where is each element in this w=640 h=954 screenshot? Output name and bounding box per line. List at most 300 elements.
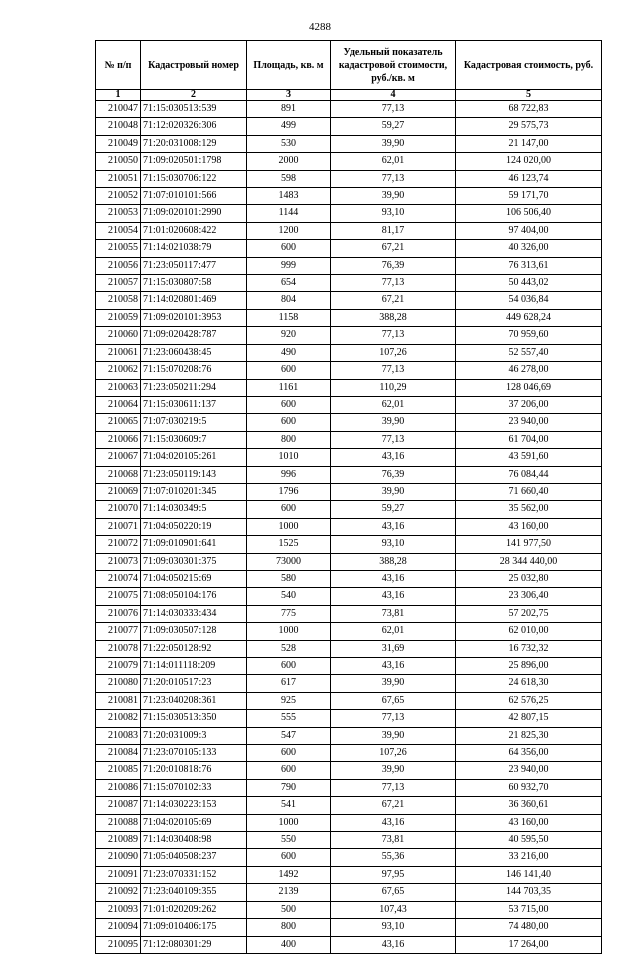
cell-index: 210058 [96,292,141,309]
cell-area: 996 [247,466,331,483]
cell-index: 210055 [96,240,141,257]
cell-unit-value: 43,16 [331,449,456,466]
cell-cadastral-number: 71:14:020801:469 [141,292,247,309]
cell-area: 1000 [247,814,331,831]
cell-unit-value: 388,28 [331,553,456,570]
cell-unit-value: 81,17 [331,222,456,239]
header-index: № п/п [96,41,141,90]
table-row [96,188,602,205]
cell-cadastral-value: 36 360,61 [456,797,602,814]
cell-area: 775 [247,605,331,622]
cell-cadastral-number: 71:23:070105:133 [141,745,247,762]
page-number: 4288 [309,21,331,33]
cell-unit-value: 67,65 [331,692,456,709]
cell-unit-value: 73,81 [331,832,456,849]
cell-cadastral-value: 97 404,00 [456,222,602,239]
cell-cadastral-value: 128 046,69 [456,379,602,396]
cell-area: 1483 [247,188,331,205]
table-row [96,257,602,274]
cell-cadastral-number: 71:05:040508:237 [141,849,247,866]
header-cadastral-number: Кадастровый номер [141,41,247,90]
cell-index: 210090 [96,849,141,866]
cell-index: 210078 [96,640,141,657]
table-row [96,431,602,448]
cell-unit-value: 67,21 [331,797,456,814]
table-row [96,727,602,744]
cell-area: 600 [247,362,331,379]
cell-cadastral-number: 71:04:020105:261 [141,449,247,466]
cell-cadastral-number: 71:14:030223:153 [141,797,247,814]
table-row [96,623,602,640]
cell-cadastral-value: 53 715,00 [456,901,602,918]
cell-area: 600 [247,240,331,257]
table-row [96,275,602,292]
cell-index: 210066 [96,431,141,448]
table-row [96,135,602,152]
cell-area: 1000 [247,518,331,535]
table-row [96,101,602,118]
cell-area: 580 [247,570,331,587]
cell-area: 1158 [247,309,331,326]
cell-cadastral-value: 146 141,40 [456,866,602,883]
cell-cadastral-value: 21 825,30 [456,727,602,744]
table-row [96,762,602,779]
cell-cadastral-value: 43 160,00 [456,814,602,831]
cell-cadastral-value: 62 576,25 [456,692,602,709]
cell-unit-value: 107,43 [331,901,456,918]
cell-index: 210082 [96,710,141,727]
cell-index: 210052 [96,188,141,205]
cell-area: 1144 [247,205,331,222]
cell-cadastral-value: 64 356,00 [456,745,602,762]
table-row [96,466,602,483]
cell-index: 210079 [96,658,141,675]
cell-cadastral-number: 71:15:030611:137 [141,396,247,413]
table-row [96,779,602,796]
cell-area: 540 [247,588,331,605]
cell-unit-value: 43,16 [331,588,456,605]
cell-cadastral-number: 71:09:020101:2990 [141,205,247,222]
cell-cadastral-number: 71:20:031008:129 [141,135,247,152]
cell-index: 210060 [96,327,141,344]
cell-unit-value: 67,65 [331,884,456,901]
cell-cadastral-value: 17 264,00 [456,936,602,953]
cell-cadastral-number: 71:08:050104:176 [141,588,247,605]
cell-unit-value: 107,26 [331,745,456,762]
table-row [96,675,602,692]
cell-cadastral-value: 37 206,00 [456,396,602,413]
cell-index: 210054 [96,222,141,239]
cell-area: 1796 [247,483,331,500]
cell-area: 891 [247,101,331,118]
cell-cadastral-value: 144 703,35 [456,884,602,901]
cell-cadastral-number: 71:14:030333:434 [141,605,247,622]
cell-index: 210065 [96,414,141,431]
cell-index: 210064 [96,396,141,413]
cell-index: 210068 [96,466,141,483]
cell-cadastral-number: 71:09:020501:1798 [141,153,247,170]
cell-cadastral-number: 71:01:020608:422 [141,222,247,239]
table-row [96,344,602,361]
cell-area: 528 [247,640,331,657]
cell-area: 790 [247,779,331,796]
cell-index: 210084 [96,745,141,762]
cell-index: 210093 [96,901,141,918]
cell-area: 550 [247,832,331,849]
cell-unit-value: 110,29 [331,379,456,396]
table-body [96,101,602,954]
cell-area: 804 [247,292,331,309]
cell-cadastral-value: 40 326,00 [456,240,602,257]
cell-cadastral-number: 71:09:020101:3953 [141,309,247,326]
cell-area: 600 [247,762,331,779]
cell-unit-value: 43,16 [331,570,456,587]
cell-unit-value: 77,13 [331,431,456,448]
cell-area: 617 [247,675,331,692]
cell-area: 500 [247,901,331,918]
cell-index: 210080 [96,675,141,692]
header-number: 5 [456,90,602,101]
cell-cadastral-number: 71:23:060438:45 [141,344,247,361]
header-area: Площадь, кв. м [247,41,331,90]
cell-index: 210071 [96,518,141,535]
cell-area: 530 [247,135,331,152]
cell-cadastral-number: 71:23:050117:477 [141,257,247,274]
table-row [96,205,602,222]
cell-unit-value: 62,01 [331,396,456,413]
cell-unit-value: 39,90 [331,188,456,205]
cell-unit-value: 43,16 [331,658,456,675]
cell-unit-value: 77,13 [331,710,456,727]
cell-area: 800 [247,431,331,448]
cell-cadastral-number: 71:12:080301:29 [141,936,247,953]
cell-unit-value: 77,13 [331,101,456,118]
cell-unit-value: 39,90 [331,135,456,152]
cell-cadastral-value: 43 160,00 [456,518,602,535]
table-row [96,553,602,570]
cell-index: 210074 [96,570,141,587]
cell-cadastral-number: 71:12:020326:306 [141,118,247,135]
cell-unit-value: 107,26 [331,344,456,361]
cell-area: 1161 [247,379,331,396]
cell-unit-value: 93,10 [331,919,456,936]
cell-area: 1000 [247,623,331,640]
cell-unit-value: 76,39 [331,257,456,274]
cell-cadastral-value: 54 036,84 [456,292,602,309]
cell-cadastral-value: 52 557,40 [456,344,602,361]
table-row [96,901,602,918]
cell-cadastral-value: 35 562,00 [456,501,602,518]
cell-unit-value: 31,69 [331,640,456,657]
cell-unit-value: 93,10 [331,205,456,222]
cell-cadastral-value: 106 506,40 [456,205,602,222]
cell-cadastral-number: 71:09:030301:375 [141,553,247,570]
cell-area: 2139 [247,884,331,901]
table-row [96,170,602,187]
table-row [96,292,602,309]
header-number-row [96,90,602,101]
cell-area: 600 [247,745,331,762]
cell-cadastral-number: 71:15:070102:33 [141,779,247,796]
cell-cadastral-number: 71:04:050215:69 [141,570,247,587]
cell-area: 1492 [247,866,331,883]
cell-index: 210085 [96,762,141,779]
table-row [96,449,602,466]
table-row [96,710,602,727]
cell-index: 210092 [96,884,141,901]
cell-unit-value: 39,90 [331,414,456,431]
cell-area: 925 [247,692,331,709]
cell-area: 73000 [247,553,331,570]
table-row [96,866,602,883]
cell-index: 210062 [96,362,141,379]
cell-index: 210063 [96,379,141,396]
cell-cadastral-value: 124 020,00 [456,153,602,170]
cell-cadastral-value: 59 171,70 [456,188,602,205]
cell-cadastral-value: 43 591,60 [456,449,602,466]
cell-cadastral-value: 50 443,02 [456,275,602,292]
table-row [96,570,602,587]
cell-cadastral-value: 23 940,00 [456,762,602,779]
cell-unit-value: 77,13 [331,275,456,292]
cell-cadastral-number: 71:23:070331:152 [141,866,247,883]
table-row [96,327,602,344]
cell-unit-value: 388,28 [331,309,456,326]
header-number: 1 [96,90,141,101]
cell-cadastral-number: 71:09:010406:175 [141,919,247,936]
cell-area: 920 [247,327,331,344]
cell-cadastral-value: 70 959,60 [456,327,602,344]
cell-area: 654 [247,275,331,292]
cell-area: 598 [247,170,331,187]
cell-cadastral-number: 71:15:030513:350 [141,710,247,727]
cell-area: 600 [247,396,331,413]
table-row [96,240,602,257]
cell-index: 210091 [96,866,141,883]
table-row [96,692,602,709]
cell-area: 999 [247,257,331,274]
cell-cadastral-value: 25 032,80 [456,570,602,587]
cell-index: 210073 [96,553,141,570]
cell-cadastral-value: 61 704,00 [456,431,602,448]
cell-area: 547 [247,727,331,744]
cell-unit-value: 43,16 [331,936,456,953]
cell-cadastral-number: 71:04:020105:69 [141,814,247,831]
cell-unit-value: 97,95 [331,866,456,883]
header-cadastral-value: Кадастровая стоимость, руб. [456,41,602,90]
cell-cadastral-value: 46 123,74 [456,170,602,187]
cell-cadastral-number: 71:14:021038:79 [141,240,247,257]
cell-index: 210088 [96,814,141,831]
cell-index: 210053 [96,205,141,222]
table-row [96,814,602,831]
cell-cadastral-value: 62 010,00 [456,623,602,640]
cell-index: 210072 [96,536,141,553]
cell-unit-value: 39,90 [331,727,456,744]
cell-cadastral-value: 57 202,75 [456,605,602,622]
table-row [96,153,602,170]
header-number: 4 [331,90,456,101]
cell-index: 210075 [96,588,141,605]
cell-unit-value: 43,16 [331,518,456,535]
cell-area: 800 [247,919,331,936]
cell-cadastral-value: 21 147,00 [456,135,602,152]
cell-area: 400 [247,936,331,953]
cell-area: 600 [247,658,331,675]
cell-unit-value: 62,01 [331,623,456,640]
cell-cadastral-number: 71:07:030219:5 [141,414,247,431]
cell-cadastral-value: 42 807,15 [456,710,602,727]
table-row [96,884,602,901]
cell-unit-value: 77,13 [331,170,456,187]
table-row [96,640,602,657]
cell-cadastral-value: 23 306,40 [456,588,602,605]
cell-cadastral-number: 71:20:010818:76 [141,762,247,779]
table-row [96,588,602,605]
cell-cadastral-number: 71:09:010901:641 [141,536,247,553]
cell-cadastral-number: 71:09:020428:787 [141,327,247,344]
table-row [96,936,602,953]
header-number: 2 [141,90,247,101]
table-row [96,849,602,866]
cell-cadastral-value: 46 278,00 [456,362,602,379]
cell-index: 210086 [96,779,141,796]
cell-cadastral-number: 71:23:040109:355 [141,884,247,901]
cell-unit-value: 43,16 [331,814,456,831]
cell-cadastral-number: 71:15:030706:122 [141,170,247,187]
cell-area: 600 [247,501,331,518]
cell-cadastral-number: 71:14:030408:98 [141,832,247,849]
cell-index: 210059 [96,309,141,326]
cell-cadastral-number: 71:14:011118:209 [141,658,247,675]
cell-cadastral-value: 68 722,83 [456,101,602,118]
table-row [96,797,602,814]
cell-cadastral-number: 71:23:040208:361 [141,692,247,709]
cell-cadastral-value: 76 084,44 [456,466,602,483]
cell-cadastral-number: 71:15:030609:7 [141,431,247,448]
cell-cadastral-number: 71:22:050128:92 [141,640,247,657]
cell-unit-value: 67,21 [331,292,456,309]
table-row [96,501,602,518]
cell-unit-value: 77,13 [331,327,456,344]
cell-index: 210047 [96,101,141,118]
cell-index: 210083 [96,727,141,744]
cell-area: 1200 [247,222,331,239]
cell-unit-value: 59,27 [331,118,456,135]
cell-area: 499 [247,118,331,135]
cell-area: 555 [247,710,331,727]
cell-index: 210048 [96,118,141,135]
table-row [96,396,602,413]
table-row [96,518,602,535]
cell-cadastral-value: 60 932,70 [456,779,602,796]
table-row [96,362,602,379]
cell-index: 210094 [96,919,141,936]
cell-unit-value: 62,01 [331,153,456,170]
cell-cadastral-number: 71:07:010201:345 [141,483,247,500]
cell-area: 600 [247,414,331,431]
cell-area: 2000 [247,153,331,170]
cell-cadastral-value: 76 313,61 [456,257,602,274]
cell-cadastral-number: 71:01:020209:262 [141,901,247,918]
table-row [96,658,602,675]
cell-unit-value: 55,36 [331,849,456,866]
cell-cadastral-number: 71:23:050119:143 [141,466,247,483]
cell-index: 210087 [96,797,141,814]
cell-unit-value: 77,13 [331,779,456,796]
cell-unit-value: 77,13 [331,362,456,379]
cell-cadastral-number: 71:15:030513:539 [141,101,247,118]
cadastral-table [95,40,602,954]
cell-cadastral-value: 23 940,00 [456,414,602,431]
cell-index: 210057 [96,275,141,292]
cell-cadastral-value: 16 732,32 [456,640,602,657]
cell-cadastral-number: 71:20:010517:23 [141,675,247,692]
cell-cadastral-value: 28 344 440,00 [456,553,602,570]
cell-cadastral-value: 40 595,50 [456,832,602,849]
header-row [96,41,602,90]
cell-unit-value: 59,27 [331,501,456,518]
cell-unit-value: 73,81 [331,605,456,622]
cell-unit-value: 39,90 [331,483,456,500]
table-row [96,222,602,239]
cell-index: 210081 [96,692,141,709]
cell-cadastral-number: 71:23:050211:294 [141,379,247,396]
table-row [96,118,602,135]
cell-index: 210067 [96,449,141,466]
cell-cadastral-value: 25 896,00 [456,658,602,675]
cell-unit-value: 39,90 [331,762,456,779]
cell-index: 210089 [96,832,141,849]
cell-cadastral-value: 29 575,73 [456,118,602,135]
table-row [96,605,602,622]
cell-cadastral-number: 71:07:010101:566 [141,188,247,205]
cell-index: 210076 [96,605,141,622]
cell-cadastral-number: 71:09:030507:128 [141,623,247,640]
cell-cadastral-number: 71:15:030807:58 [141,275,247,292]
cell-index: 210050 [96,153,141,170]
header-number: 3 [247,90,331,101]
cell-cadastral-value: 33 216,00 [456,849,602,866]
header-unit-value: Удельный показатель кадастровой стоимости, руб./кв. м [331,41,456,90]
cell-unit-value: 76,39 [331,466,456,483]
cell-cadastral-value: 71 660,40 [456,483,602,500]
cell-area: 490 [247,344,331,361]
table-row [96,832,602,849]
table-row [96,414,602,431]
cell-unit-value: 93,10 [331,536,456,553]
cell-unit-value: 67,21 [331,240,456,257]
cell-area: 1010 [247,449,331,466]
cell-unit-value: 39,90 [331,675,456,692]
cell-index: 210049 [96,135,141,152]
cell-cadastral-number: 71:15:070208:76 [141,362,247,379]
cell-index: 210069 [96,483,141,500]
table-row [96,919,602,936]
cell-index: 210061 [96,344,141,361]
cell-index: 210077 [96,623,141,640]
table-row [96,536,602,553]
cell-index: 210095 [96,936,141,953]
cell-cadastral-number: 71:04:050220:19 [141,518,247,535]
cell-cadastral-number: 71:14:030349:5 [141,501,247,518]
cell-cadastral-number: 71:20:031009:3 [141,727,247,744]
cell-area: 541 [247,797,331,814]
cell-index: 210056 [96,257,141,274]
cell-cadastral-value: 449 628,24 [456,309,602,326]
table-row [96,379,602,396]
cell-index: 210070 [96,501,141,518]
